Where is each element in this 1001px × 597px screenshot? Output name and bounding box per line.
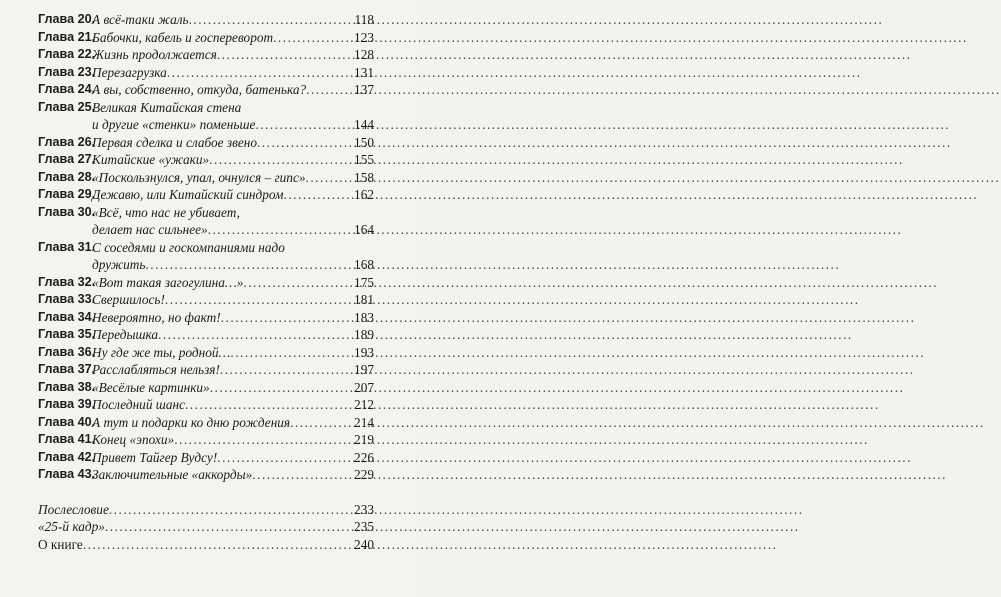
chapter-title: [92, 29, 374, 47]
title-text: Невероятно, но факт!: [92, 309, 221, 325]
toc-entry: [38, 239, 374, 274]
page-number: 137: [354, 82, 374, 97]
table-of-contents: [38, 11, 374, 553]
toc-entry: [38, 291, 374, 309]
page-number: 158: [354, 169, 374, 185]
page-number: 229: [354, 467, 374, 482]
chapter-title: [92, 414, 374, 432]
chapter-number: Глава 26.: [38, 134, 96, 149]
toc-entry: [38, 169, 374, 187]
page-number: 123: [354, 29, 374, 45]
title-text: А вы, собственно, откуда, батенька?: [92, 82, 307, 97]
title-line: [38, 536, 374, 554]
toc-entry: [38, 344, 374, 362]
title-text: Ну где же ты, родной…: [92, 344, 231, 360]
title-text: «Поскользнулся, упал, очнулся – гипс»: [92, 169, 306, 185]
page-number: 235: [354, 519, 374, 534]
title-line: [92, 151, 374, 169]
title-text: Жизнь продолжается: [92, 47, 217, 62]
dot-leader: [109, 501, 353, 519]
dot-leader: [252, 466, 353, 484]
page-number: 214: [354, 414, 374, 430]
chapter-title: [92, 344, 374, 362]
toc-entry: [38, 11, 374, 29]
chapter-number: Глава 38.: [38, 379, 96, 394]
dot-leader: [273, 29, 353, 47]
title-text: Заключительные «аккорды»: [92, 467, 253, 482]
toc-page: [0, 0, 416, 597]
chapter-number: Глава 24.: [38, 82, 96, 96]
title-text: Конец «эпохи»: [92, 432, 175, 447]
chapter-number: Глава 35.: [38, 327, 96, 341]
backmatter-list: [38, 501, 374, 554]
chapter-number: Глава 40.: [38, 414, 96, 429]
chapter-number: Глава 41.: [38, 432, 96, 446]
dot-leader: [306, 81, 353, 99]
page-number: 226: [354, 449, 374, 465]
toc-entry: [38, 64, 374, 82]
dot-leader: [217, 449, 353, 467]
title-text: Дежавю, или Китайский синдром: [92, 187, 284, 202]
toc-entry: [38, 186, 374, 204]
title-text: дружить: [92, 257, 146, 272]
chapter-number: Глава 28.: [38, 169, 96, 184]
title-line: [92, 204, 374, 222]
dot-leader: [221, 309, 353, 327]
title-line: [92, 29, 374, 47]
title-text: «Весёлые картинки»: [92, 379, 210, 395]
title-line: [92, 11, 374, 29]
chapter-title: [92, 151, 374, 169]
title-line: [92, 99, 374, 117]
dot-leader: [255, 116, 353, 134]
chapter-number: Глава 30.: [38, 204, 96, 219]
chapter-number: Глава 43.: [38, 467, 96, 481]
title-line: [92, 64, 374, 82]
title-text: делает нас сильнее»: [92, 222, 208, 237]
title-line: [92, 309, 374, 327]
chapter-title: [92, 46, 374, 64]
title-text: Свершилось!: [92, 292, 165, 307]
title-text: и другие «стенки» поменьше: [92, 117, 256, 132]
page-number: 164: [354, 222, 374, 237]
chapter-number: Глава 34.: [38, 309, 96, 324]
chapter-list: [38, 11, 374, 484]
page-number: 219: [354, 432, 374, 447]
dot-leader: [83, 536, 353, 554]
dot-leader: [290, 414, 353, 432]
chapter-number: Глава 42.: [38, 449, 96, 464]
chapter-title: [92, 379, 374, 397]
title-line: [92, 239, 374, 257]
title-line: [92, 46, 374, 64]
title-line: [92, 221, 374, 239]
chapter-title: [92, 449, 374, 467]
toc-entry: [38, 81, 374, 99]
page-number: 155: [354, 152, 374, 167]
dot-leader: [167, 64, 353, 82]
toc-entry: [38, 431, 374, 449]
page-number: 197: [354, 362, 374, 377]
chapter-number: Глава 23.: [38, 64, 96, 79]
toc-entry: [38, 309, 374, 327]
page-number: 240: [354, 536, 374, 552]
page-number: 144: [354, 117, 374, 132]
chapter-title: [92, 239, 374, 274]
title-text: С соседями и госкомпаниями надо: [92, 239, 285, 255]
title-text: Бабочки, кабель и госпереворот: [92, 29, 274, 45]
page-number: 150: [354, 134, 374, 150]
title-text: Первая сделка и слабое звено: [92, 134, 257, 150]
chapter-title: [92, 134, 374, 152]
page-number: 128: [354, 47, 374, 62]
title-line: [92, 466, 374, 484]
backmatter-entry: [38, 536, 374, 554]
title-text: А всё-таки жаль: [92, 12, 189, 27]
title-text: Последний шанс: [92, 397, 185, 412]
title-line: [92, 116, 374, 134]
toc-entry: [38, 379, 374, 397]
title-text: Великая Китайская стена: [92, 99, 242, 115]
title-line: [92, 326, 374, 344]
toc-entry: [38, 449, 374, 467]
page-number: 233: [354, 501, 374, 517]
dot-leader: [158, 326, 353, 344]
title-line: [92, 134, 374, 152]
chapter-title: [92, 361, 374, 379]
dot-leader: [284, 186, 354, 204]
chapter-number: Глава 27.: [38, 152, 96, 166]
chapter-number: Глава 37.: [38, 362, 96, 376]
page-number: 181: [354, 292, 374, 307]
chapter-title: [92, 64, 374, 82]
chapter-number: Глава 29.: [38, 187, 96, 201]
toc-entry: [38, 99, 374, 134]
title-text: «Вот такая загогулина…»: [92, 274, 244, 290]
chapter-title: [92, 326, 374, 344]
chapter-title: [92, 11, 374, 29]
chapter-title: [92, 466, 374, 484]
chapter-number: Глава 32.: [38, 274, 96, 289]
title-text: О книге: [38, 536, 83, 552]
page-number: 189: [354, 327, 374, 342]
chapter-title: [92, 309, 374, 327]
title-line: [92, 361, 374, 379]
title-line: [38, 501, 374, 519]
backmatter-title: [38, 518, 374, 536]
toc-entry: [38, 46, 374, 64]
page-number: 168: [354, 257, 374, 272]
page-number: 193: [354, 344, 374, 360]
chapter-title: [92, 186, 374, 204]
chapter-title: [92, 431, 374, 449]
title-text: Передышка: [92, 327, 159, 342]
chapter-title: [92, 396, 374, 414]
dot-leader: [243, 274, 353, 292]
toc-entry: [38, 29, 374, 47]
toc-entry: [38, 414, 374, 432]
title-text: А тут и подарки ко дню рождения: [92, 414, 291, 430]
toc-entry: [38, 361, 374, 379]
toc-entry: [38, 326, 374, 344]
title-line: [92, 344, 374, 362]
chapter-number: Глава 39.: [38, 397, 96, 411]
backmatter-entry: [38, 501, 374, 519]
title-line: [92, 169, 374, 187]
chapter-number: Глава 36.: [38, 344, 96, 359]
page-number: 212: [354, 397, 374, 412]
dot-leader: [185, 396, 353, 414]
backmatter-title: [38, 536, 374, 554]
chapter-title: [92, 169, 374, 187]
backmatter-title: [38, 501, 374, 519]
title-line: [38, 518, 374, 536]
chapter-number: Глава 21.: [38, 29, 96, 44]
dot-leader: [257, 134, 353, 152]
page-number: 175: [354, 274, 374, 290]
title-text: «Всё, что нас не убивает,: [92, 204, 240, 220]
title-text: «25-й кадр»: [38, 519, 105, 534]
chapter-number: Глава 20.: [38, 12, 96, 26]
title-line: [92, 379, 374, 397]
dot-leader: [189, 11, 354, 29]
title-line: [92, 431, 374, 449]
dot-leader: [174, 431, 353, 449]
dot-leader: [210, 379, 353, 397]
title-text: Китайские «ужаки»: [92, 152, 210, 167]
title-line: [92, 449, 374, 467]
title-text: Привет Тайгер Вудсу!: [92, 449, 218, 465]
dot-leader: [208, 221, 353, 239]
dot-leader: [165, 291, 353, 309]
dot-leader: [209, 151, 353, 169]
dot-leader: [230, 344, 353, 362]
chapter-title: [92, 291, 374, 309]
dot-leader: [105, 518, 353, 536]
page-number: 118: [354, 12, 374, 27]
page-number: 131: [354, 64, 374, 80]
toc-entry: [38, 396, 374, 414]
toc-entry: [38, 274, 374, 292]
chapter-number: Глава 25.: [38, 99, 96, 114]
title-line: [92, 414, 374, 432]
dot-leader: [145, 256, 353, 274]
chapter-title: [92, 274, 374, 292]
chapter-number: Глава 31.: [38, 239, 96, 254]
title-line: [92, 81, 374, 99]
toc-entry: [38, 151, 374, 169]
title-text: Перезагрузка: [92, 64, 167, 80]
chapter-title: [92, 81, 374, 99]
title-line: [92, 186, 374, 204]
dot-leader: [220, 361, 353, 379]
title-text: Расслабляться нельзя!: [92, 362, 220, 377]
title-line: [92, 291, 374, 309]
chapter-number: Глава 22.: [38, 47, 96, 61]
toc-entry: [38, 134, 374, 152]
toc-entry: [38, 466, 374, 484]
dot-leader: [306, 169, 354, 187]
chapter-title: [92, 99, 374, 134]
page-number: 162: [354, 187, 374, 202]
section-gap: [38, 484, 374, 501]
chapter-number: Глава 33.: [38, 292, 96, 306]
dot-leader: [217, 46, 353, 64]
title-line: [92, 274, 374, 292]
title-text: Послесловие: [38, 501, 109, 517]
chapter-title: [92, 204, 374, 239]
title-line: [92, 256, 374, 274]
backmatter-entry: [38, 518, 374, 536]
toc-entry: [38, 204, 374, 239]
title-line: [92, 396, 374, 414]
page-number: 183: [354, 309, 374, 325]
page-number: 207: [354, 379, 374, 395]
